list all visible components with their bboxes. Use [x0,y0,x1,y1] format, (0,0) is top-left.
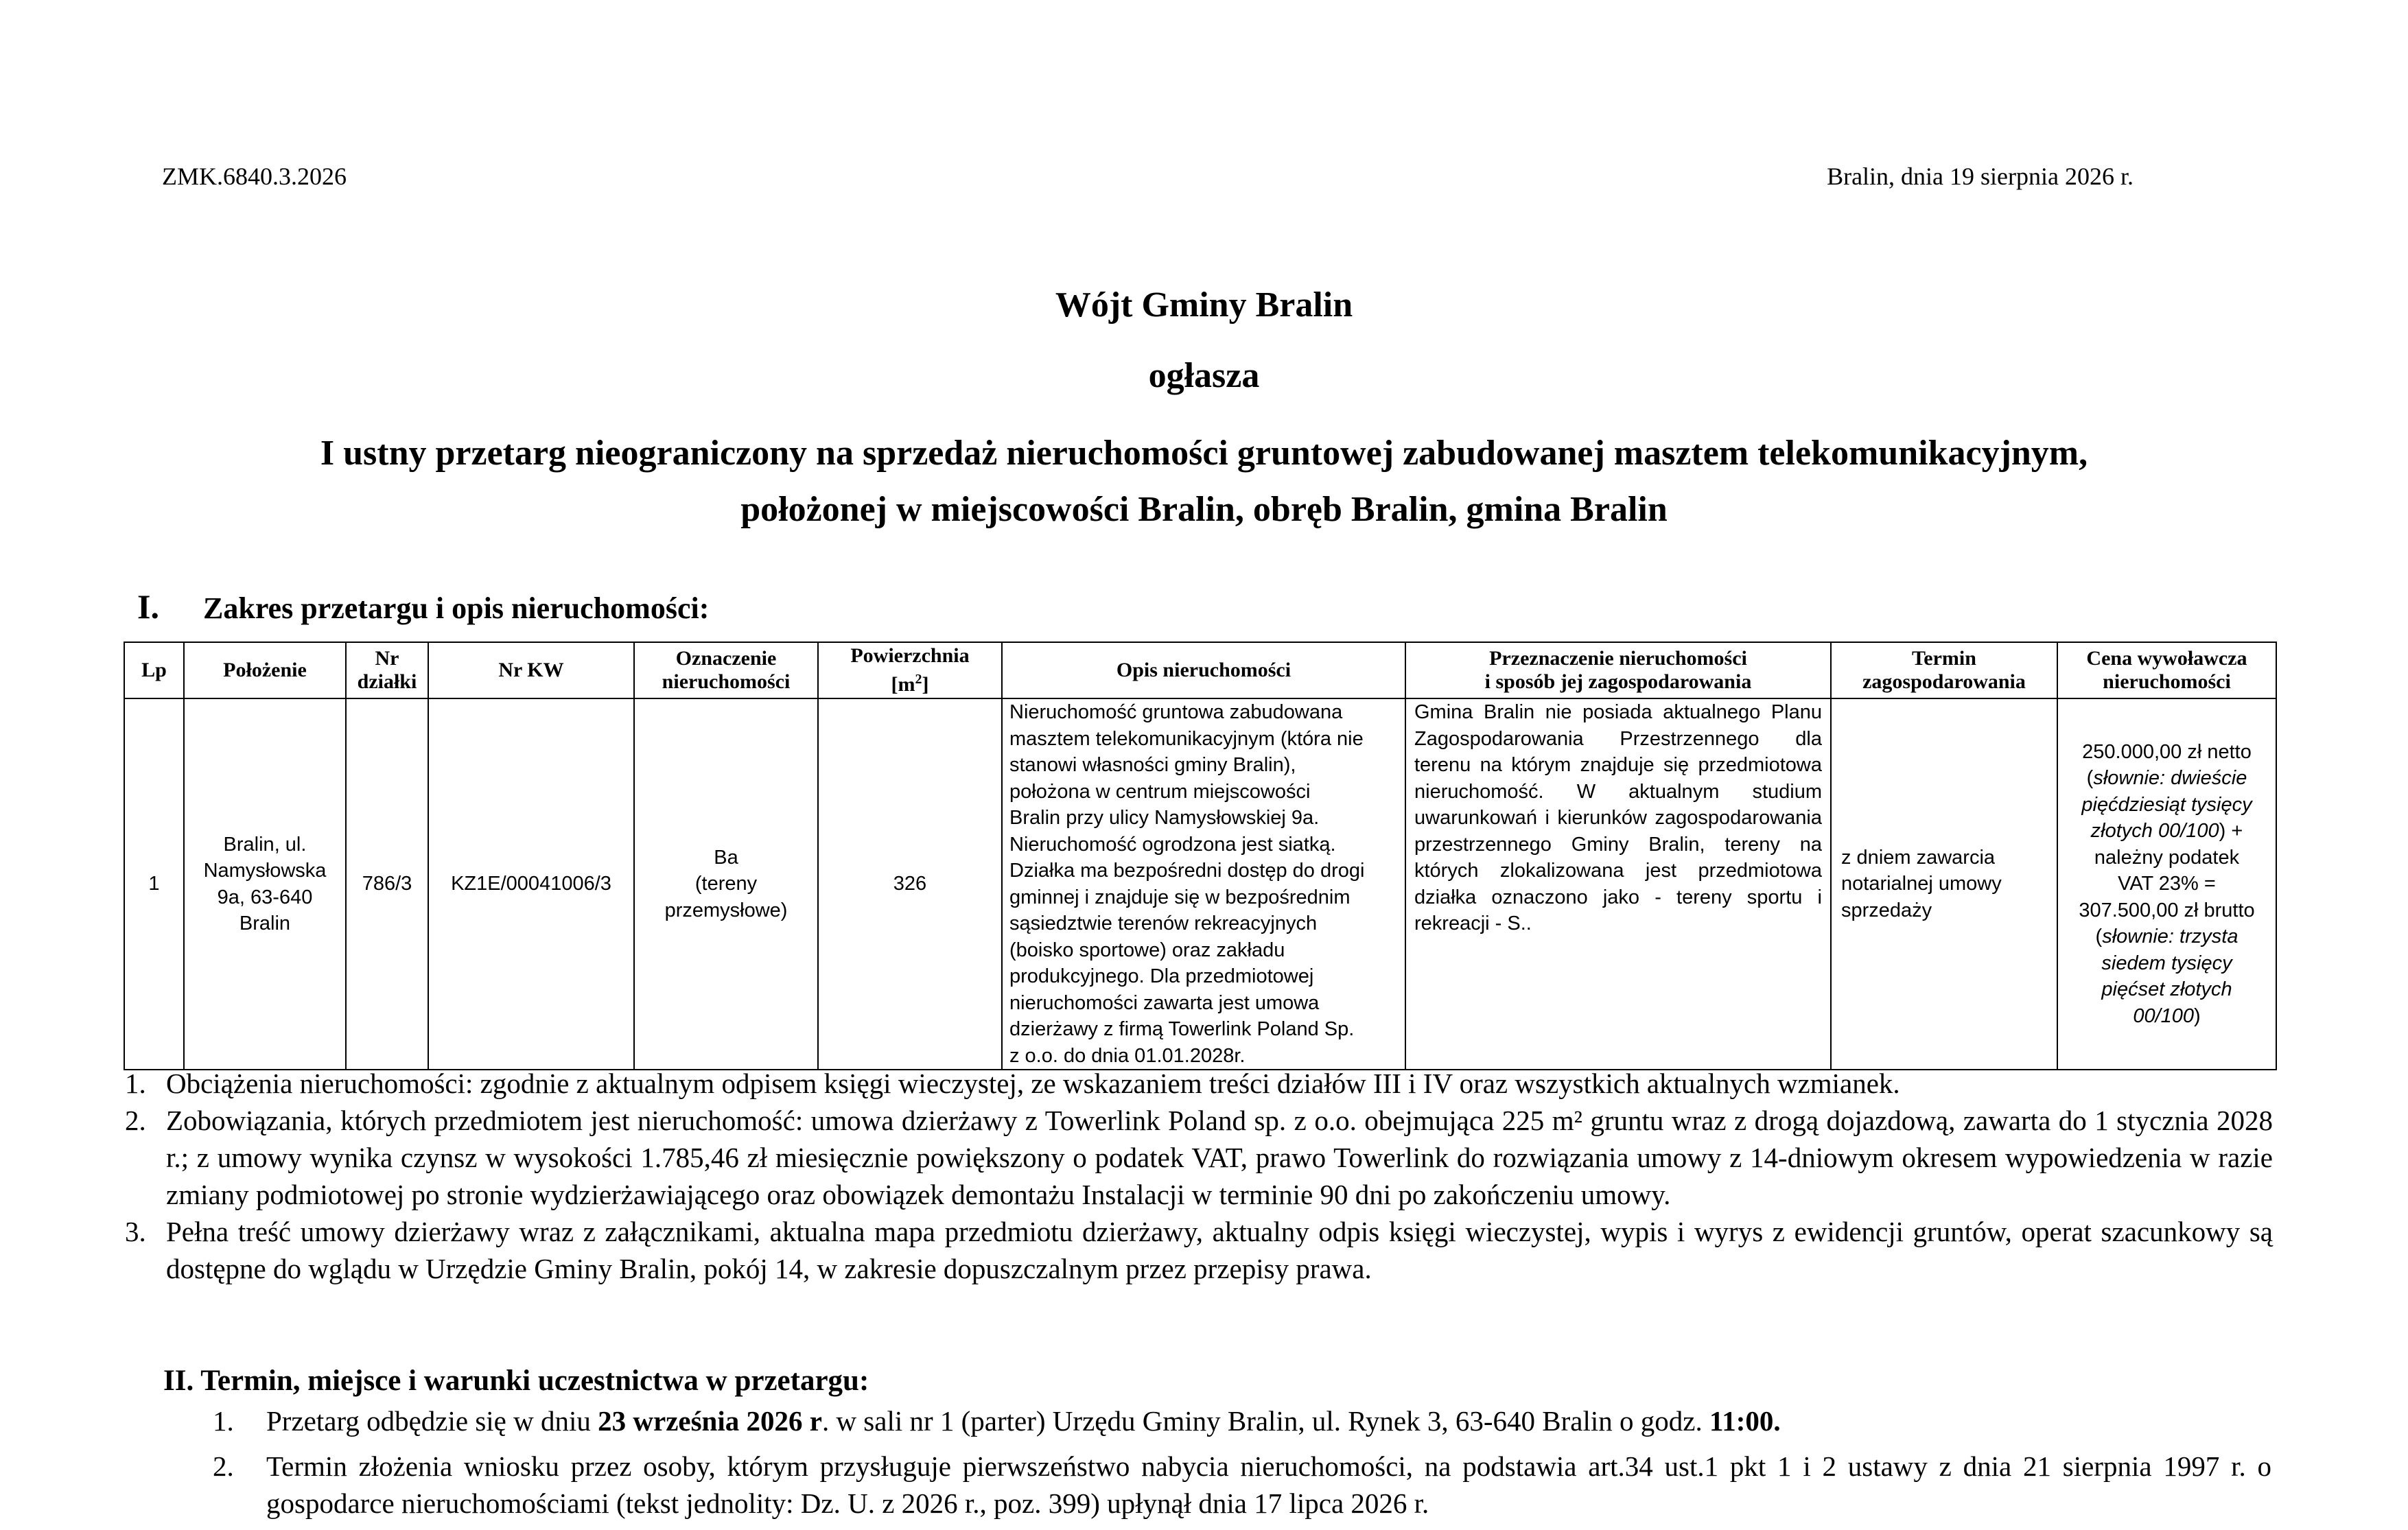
col-header-location: Położenie [184,642,346,698]
paren: ( [2086,767,2094,790]
col-header-area-unit [823,668,997,696]
issuer-title: Wójt Gminy Bralin [1055,285,1353,325]
list-item [213,1402,2271,1439]
col-header-lp: Lp [124,642,184,698]
cell-area: 326 [818,698,1002,1070]
description-line: gminnej i znajduje się w bezpośrednim [1009,886,1351,908]
words-line: słownie: trzysta [2102,926,2238,948]
list-item-text: Obciążenia nieruchomości: zgodnie z aktualnym odpisem księgi wieczystej, ze wskazaniem treści działów III i IV oraz wszystkich aktualnych wzmianek. [166,1068,1900,1099]
description-line: położona w centrum miejscowości [1009,780,1311,803]
description-line: Działka ma bezpośredni dostęp do drogi [1009,860,1365,882]
designation-line: (tereny [694,873,758,895]
price-net-in-words [2064,765,2270,792]
list-item-number: 2. [213,1450,234,1482]
announces-label: ogłasza [1148,356,1260,395]
cell-location [184,698,346,1070]
col-header-price-line: Cena wywoławcza [2086,647,2247,670]
col-header-land-register: Nr KW [428,642,634,698]
words-line: słownie: dwieście [2093,767,2247,790]
tender-title [0,425,2408,538]
col-header-plot-number-line: Nr [375,647,399,670]
col-header-description: Opis nieruchomości [1002,642,1405,698]
location-line: Bralin [239,913,291,934]
col-header-price-line: nieruchomości [2103,670,2231,693]
list-item-text: Termin złożenia wniosku przez osoby, którym przysługuje pierwszeństwo nabycia nieruchomości, na podstawia art.34 ust.1 pkt 1 i 2 ustawy z dnia 21 sierpnia 1997 r. o gospodarce nieruchomościami (tekst jednolity: Dz. U. z 2026 r., poz. 399) upłynął dnia 17 lipca 2026 r. [266,1450,2271,1519]
area-unit-exponent: 2 [915,672,922,687]
col-header-starting-price [2057,642,2276,698]
paren: ) + [2219,820,2243,843]
description-line: (boisko sportowe) oraz zakładu [1009,939,1285,961]
cell-plot-number: 786/3 [346,698,428,1070]
words-line: siedem tysięcy [2101,952,2232,974]
description-line: Bralin przy ulicy Namysłowskiej 9a. [1009,807,1320,829]
location-line: Bralin, ul. [223,833,307,856]
price-gross-in-words [2064,923,2270,950]
list-item-number: 2. [125,1105,146,1136]
col-header-term-line: zagospodarowania [1862,670,2026,693]
words-line: pięćdziesiąt tysięcy [2081,793,2252,816]
description-line: masztem telekomunikacyjnym (która nie [1009,727,1364,750]
list-item-number: 1. [213,1405,234,1437]
section-1-heading [137,587,709,626]
paren: ) [2194,1004,2201,1027]
list-item-text: . w sali nr 1 (parter) Urzędu Gminy Bralin, ul. Rynek 3, 63-640 Bralin o godz. [821,1405,1709,1437]
location-line: 9a, 63-640 [217,886,313,908]
place-and-date: Bralin, dnia 19 sierpnia 2026 r. [1827,163,2134,190]
description-line: dzierżawy z firmą Towerlink Poland Sp. [1009,1018,1355,1040]
col-header-term-line: Termin [1912,647,1976,670]
list-item-text: Zobowiązania, których przedmiotem jest nieruchomość: umowa dzierżawy z Towerlink Poland sp. z o.o. obejmująca 225 m² gruntu wraz z drogą dojazdową, zawarta do 1 stycznia 2028 r.; z umowy wynika czynsz w wysokości 1.785,46 zł miesięcznie powiększony o podatek VAT, prawo Towerlink do rozwiązania umowy z 14-dniowym okresem wypowiedzenia w razie zmiany podmiotowej po stronie wydzierżawiającego oraz obowiązek demontażu Instalacji w terminie 90 dni po zakończeniu umowy. [166,1105,2273,1210]
col-header-purpose-line: i sposób jej zagospodarowania [1484,670,1752,693]
description-line: z o.o. do dnia 01.01.2028r. [1009,1044,1246,1067]
price-gross: 307.500,00 zł brutto [2079,899,2255,921]
description-line: nieruchomości zawarta jest umowa [1009,991,1320,1014]
tender-time: 11:00. [1709,1405,1781,1437]
cell-description [1002,698,1405,1070]
term-line: z dniem zawarcia [1841,846,1996,869]
vat-line: VAT 23% = [2118,873,2216,895]
section-1-title: Zakres przetargu i opis nieruchomości: [203,591,710,625]
list-item [125,1065,2273,1102]
col-header-purpose-line: Przeznaczenie nieruchomości [1489,647,1747,670]
reference-number: ZMK.6840.3.2026 [162,163,347,190]
cell-land-register: KZ1E/00041006/3 [428,698,634,1070]
price-gross-in-words-end [2064,1003,2270,1030]
area-unit-close: ] [922,673,929,696]
col-header-plot-number [346,642,428,698]
cell-purpose: Gmina Bralin nie posiada aktualnego Planu Zagospodarowania Przestrzennego dla terenu na którym znajduje się przedmiotowa nieruchomość. W aktualnym studium uwarunkowań i kierunków zagospodarowania przestrzennego Gminy Bralin, tereny na których zlokalizowana jest przedmiotowa działka oznaczono jako - tereny sportu i rekreacji - S.. [1405,698,1831,1070]
term-line: sprzedaży [1841,899,1932,921]
table-header-row [124,642,2276,698]
description-line: Nieruchomość ogrodzona jest siatką. [1009,833,1336,856]
obligations-list [125,1065,2273,1287]
col-header-designation-line: nieruchomości [662,670,791,693]
cell-designation [634,698,818,1070]
list-item [125,1213,2273,1287]
col-header-area-line: Powierzchnia [850,644,970,667]
cell-lp: 1 [124,698,184,1070]
location-line: Namysłowska [203,860,327,882]
col-header-area [818,642,1002,698]
words-line: 00/100 [2133,1004,2195,1027]
conditions-list [213,1402,2271,1530]
col-header-designation-line: Oznaczenie [675,647,777,670]
list-item-number: 3. [125,1216,146,1247]
price-net: 250.000,00 zł netto [2082,740,2252,763]
price-net-in-words-end [2064,818,2270,845]
words-line: złotych 00/100 [2090,820,2219,843]
section-1-number: I. [137,587,159,626]
col-header-designation [634,642,818,698]
cell-development-term [1831,698,2057,1070]
description-line: sąsiedztwie terenów rekreacyjnych [1009,913,1318,934]
area-unit-open: [m [891,673,915,696]
term-line: notarialnej umowy [1841,873,2002,895]
list-item [125,1102,2273,1213]
list-item-text: Pełna treść umowy dzierżawy wraz z załącznikami, aktualna mapa przedmiotu dzierżawy, aktualny odpis księgi wieczystej, wypis i wyrys z ewidencji gruntów, operat szacunkowy są dostępne do wglądu w Urzędzie Gminy Bralin, pokój 14, w zakresie dopuszczalnym przez przepisy prawa. [166,1216,2273,1284]
list-item-number: 1. [125,1068,146,1099]
table-row [124,698,2276,1070]
vat-line: należny podatek [2094,846,2240,869]
paren: ( [2095,926,2103,948]
designation-line: przemysłowe) [664,899,788,921]
designation-line: Ba [714,846,738,869]
section-2-heading: II. Termin, miejsce i warunki uczestnictwa w przetargu: [163,1365,869,1397]
list-item-text: Przetarg odbędzie się w dniu [266,1405,598,1437]
list-item [213,1448,2271,1522]
description-line: produkcyjnego. Dla przedmiotowej [1009,965,1314,987]
tender-date: 23 września 2026 r [598,1405,822,1437]
col-header-plot-number-line: działki [357,670,417,693]
col-header-purpose [1405,642,1831,698]
col-header-development-term [1831,642,2057,698]
tender-title-line-2: położonej w miejscowości Bralin, obręb Bralin, gmina Bralin [740,490,1668,529]
property-table [124,642,2277,1070]
tender-title-line-1: I ustny przetarg nieograniczony na sprzedaż nieruchomości gruntowej zabudowanej masztem telekomunikacyjnym, [320,434,2088,473]
words-line: pięćset złotych [2101,978,2232,1001]
description-line: Nieruchomość gruntowa zabudowana [1009,701,1343,723]
cell-starting-price [2057,698,2276,1070]
description-line: stanowi własności gminy Bralin), [1009,754,1296,776]
